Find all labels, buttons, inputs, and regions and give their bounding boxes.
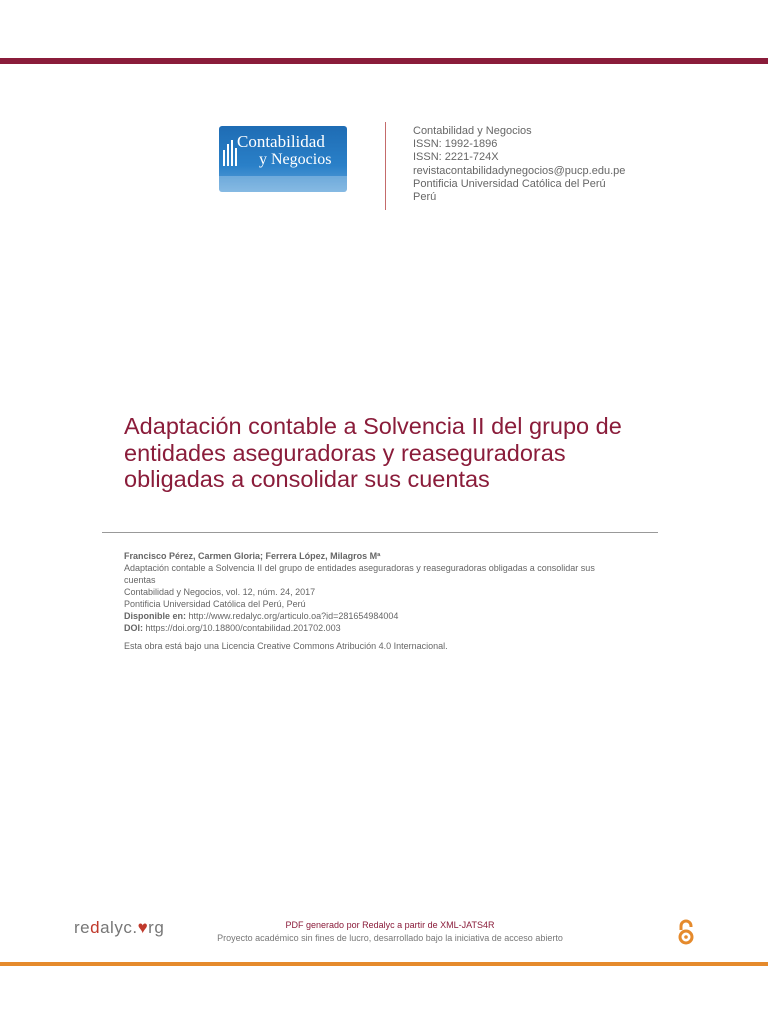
- journal-email[interactable]: revistacontabilidadynegocios@pucp.edu.pe: [413, 164, 626, 177]
- redalyc-brand-b: d: [90, 918, 101, 937]
- publisher: Pontificia Universidad Católica del Perú, Perú: [124, 599, 306, 609]
- header-divider: [385, 122, 386, 210]
- generated-by: PDF generado por Redalyc a partir de XML-JATS4R: [285, 920, 495, 930]
- open-access-icon[interactable]: [676, 918, 696, 946]
- footer-text: [137, 918, 640, 945]
- issn-electronic: ISSN: 2221-724X: [413, 151, 499, 164]
- available-link[interactable]: http://www.redalyc.org/articulo.oa?id=281654984004: [188, 611, 399, 621]
- article-metadata: [124, 550, 624, 652]
- top-rule: [0, 58, 768, 64]
- bottom-rule: [0, 962, 768, 966]
- project-note: Proyecto académico sin fines de lucro, desarrollado bajo la iniciativa de acceso abierto: [217, 933, 563, 943]
- redalyc-brand-c: alyc.: [100, 918, 138, 937]
- journal-name: Contabilidad y Negocios: [413, 125, 532, 137]
- license-text[interactable]: Esta obra está bajo una Licencia Creative Commons Atribución 4.0 Internacional.: [124, 641, 448, 651]
- citation-title: Adaptación contable a Solvencia II del grupo de entidades aseguradoras y reaseguradoras obligadas a consolidar sus cuentas: [124, 563, 595, 585]
- journal-country: Perú: [413, 191, 437, 204]
- logo-line-1: Contabilidad: [237, 132, 325, 151]
- available-line: [124, 610, 624, 622]
- doi-label: DOI:: [124, 623, 143, 633]
- journal-info: [413, 125, 625, 204]
- available-label: Disponible en:: [124, 611, 187, 621]
- article-authors: Francisco Pérez, Carmen Gloria; Ferrera López, Milagros Mª: [124, 551, 381, 561]
- doi-line: [124, 622, 624, 634]
- doi-link[interactable]: https://doi.org/10.18800/contabilidad.201702.003: [145, 623, 341, 633]
- journal-institution: Pontificia Universidad Católica del Perú: [413, 177, 606, 190]
- article-title: Adaptación contable a Solvencia II del grupo de entidades aseguradoras y reaseguradoras obligadas a consolidar sus cuentas: [124, 413, 622, 492]
- logo-shine: [219, 176, 347, 192]
- citation-source: Contabilidad y Negocios, vol. 12, núm. 24, 2017: [124, 587, 316, 597]
- issn-print: ISSN: 1992-1896: [413, 138, 498, 151]
- redalyc-brand-a: re: [74, 918, 91, 937]
- title-divider: [102, 532, 658, 533]
- redalyc-brand-d: rg: [148, 918, 165, 937]
- redalyc-heart-icon: ♥: [137, 918, 149, 937]
- journal-logo: [219, 126, 347, 192]
- logo-line-2: y Negocios: [259, 151, 332, 168]
